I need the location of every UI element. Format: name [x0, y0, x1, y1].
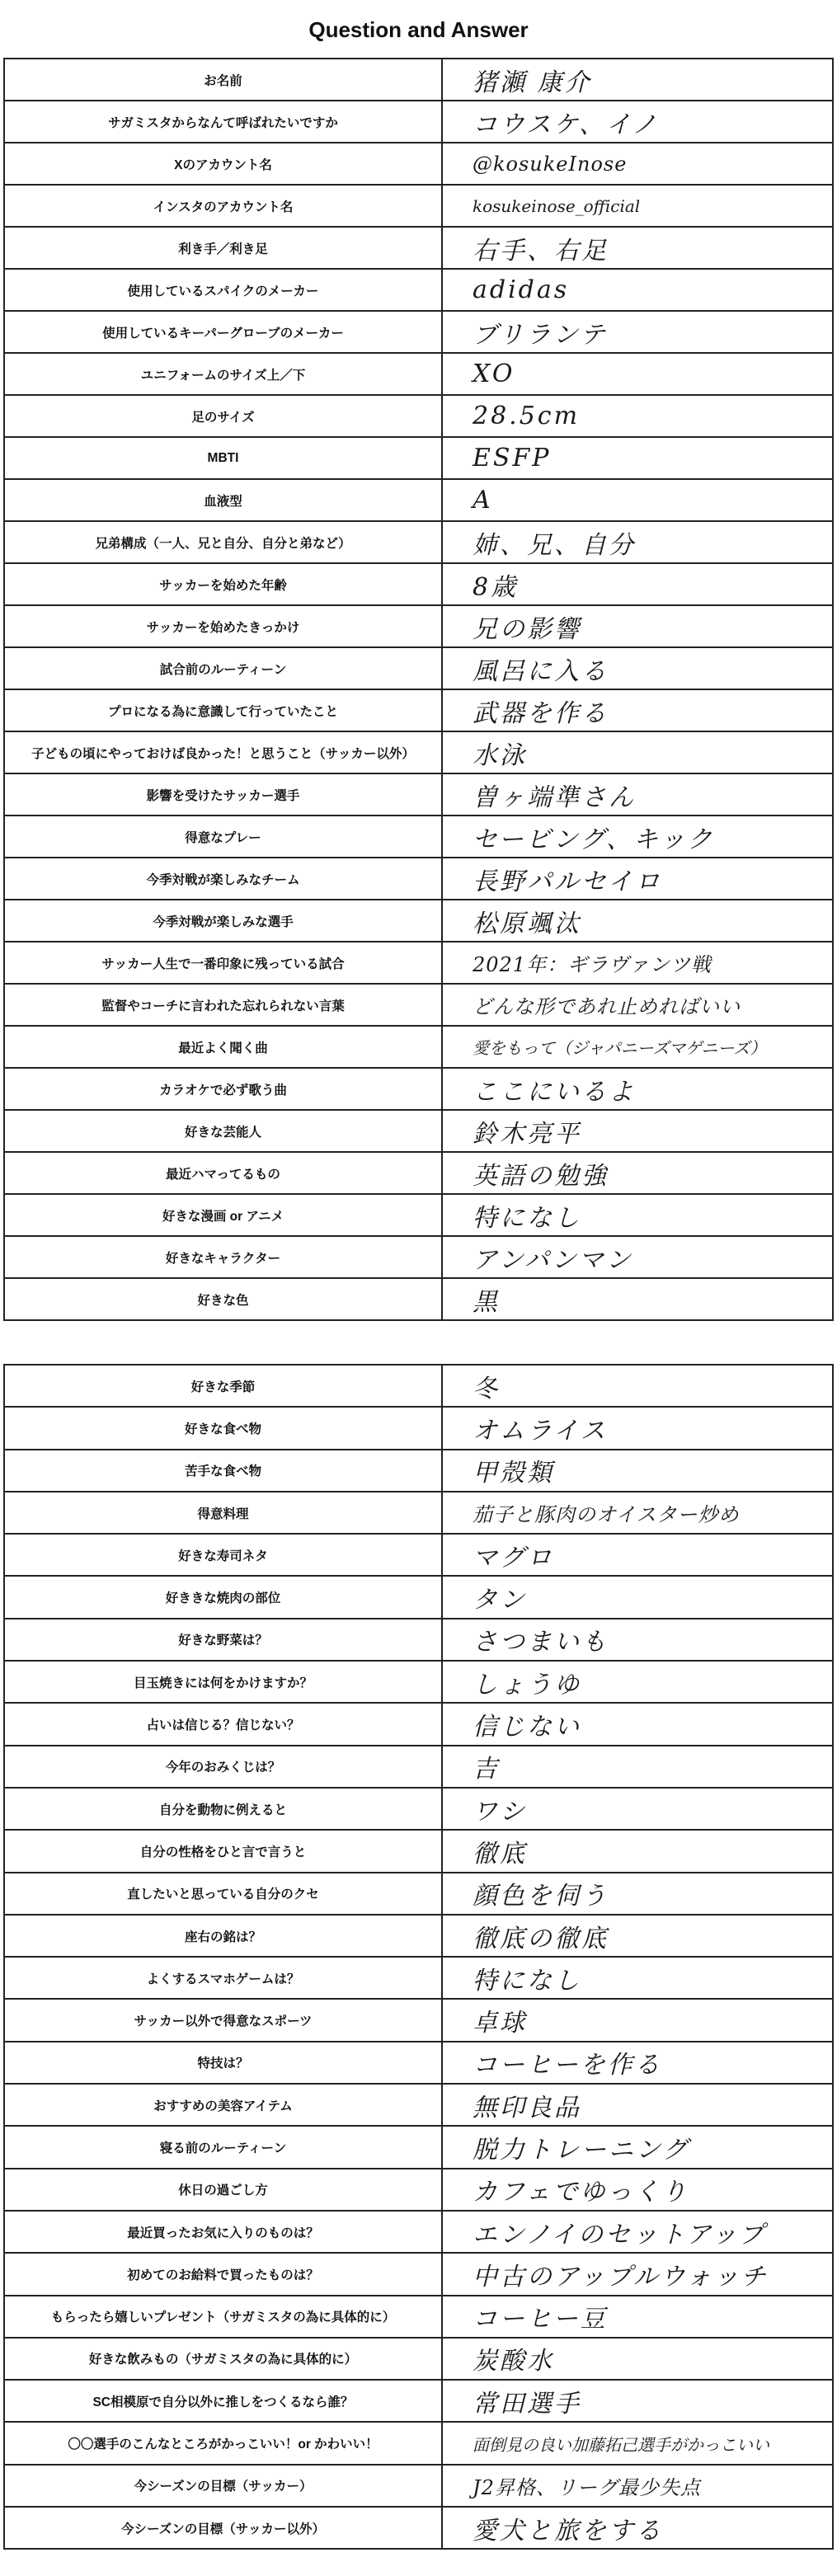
question-label: 今季対戦が楽しみな選手: [4, 900, 442, 942]
question-label: 好きな食べ物: [4, 1407, 442, 1449]
qa-row: [4, 59, 833, 101]
handwritten-answer: adidas: [442, 269, 833, 311]
qa-row: [4, 605, 833, 647]
qa-row: [4, 2084, 833, 2126]
handwritten-answer: マグロ: [442, 1534, 833, 1576]
question-label: サッカーを始めた年齢: [4, 563, 442, 605]
handwritten-answer: 猪瀬 康介: [442, 59, 833, 101]
question-label: 目玉焼きには何をかけますか？: [4, 1661, 442, 1703]
question-label: 得意料理: [4, 1492, 442, 1534]
qa-table-part-1: [3, 58, 834, 1321]
question-label: MBTI: [4, 437, 442, 479]
qa-row: [4, 1534, 833, 1576]
handwritten-answer: 英語の勉強: [442, 1152, 833, 1194]
qa-row: [4, 1957, 833, 1999]
qa-row: [4, 1661, 833, 1703]
question-label: 好きな野菜は？: [4, 1619, 442, 1661]
handwritten-answer: J2昇格、リーグ最少失点: [442, 2465, 833, 2507]
qa-row: [4, 2126, 833, 2168]
question-label: お名前: [4, 59, 442, 101]
qa-row: [4, 1999, 833, 2041]
handwritten-answer: さつまいも: [442, 1619, 833, 1661]
qa-row: [4, 900, 833, 942]
qa-row: [4, 1788, 833, 1830]
handwritten-answer: 右手、右足: [442, 227, 833, 269]
handwritten-answer: 水泳: [442, 731, 833, 773]
qa-row: [4, 731, 833, 773]
qa-row: [4, 521, 833, 563]
qa-row: [4, 1278, 833, 1320]
qa-row: [4, 2422, 833, 2464]
qa-row: [4, 1915, 833, 1957]
question-label: 最近よく聞く曲: [4, 1026, 442, 1068]
question-label: サッカー人生で一番印象に残っている試合: [4, 942, 442, 984]
qa-row: [4, 858, 833, 900]
question-label: よくするスマホゲームは？: [4, 1957, 442, 1999]
handwritten-answer: 冬: [442, 1365, 833, 1407]
handwritten-answer: しょうゆ: [442, 1661, 833, 1703]
qa-row: [4, 1110, 833, 1152]
handwritten-answer: コウスケ、イノ: [442, 101, 833, 143]
question-label: サッカーを始めたきっかけ: [4, 605, 442, 647]
question-label: 好ききな焼肉の部位: [4, 1576, 442, 1618]
question-label: 血液型: [4, 479, 442, 521]
question-label: 使用しているキーパーグローブのメーカー: [4, 311, 442, 353]
handwritten-answer: 面倒見の良い加藤拓己選手がかっこいい: [442, 2422, 833, 2464]
question-label: 好きな芸能人: [4, 1110, 442, 1152]
qa-row: [4, 1152, 833, 1194]
question-label: 好きな季節: [4, 1365, 442, 1407]
handwritten-answer: タン: [442, 1576, 833, 1618]
handwritten-answer: 長野パルセイロ: [442, 858, 833, 900]
handwritten-answer: コーヒー豆: [442, 2296, 833, 2338]
question-label: 監督やコーチに言われた忘れられない言葉: [4, 984, 442, 1026]
qa-row: [4, 1746, 833, 1788]
handwritten-answer: 愛犬と旅をする: [442, 2507, 833, 2549]
handwritten-answer: @kosukeInose: [442, 143, 833, 185]
handwritten-answer: エンノイのセットアップ: [442, 2211, 833, 2253]
question-label: おすすめの美容アイテム: [4, 2084, 442, 2126]
qa-row: [4, 269, 833, 311]
handwritten-answer: ここにいるよ: [442, 1068, 833, 1110]
question-label: 自分を動物に例えると: [4, 1788, 442, 1830]
handwritten-answer: 28.5cm: [442, 395, 833, 437]
qa-row: [4, 773, 833, 816]
question-label: 好きな漫画 or アニメ: [4, 1194, 442, 1236]
handwritten-answer: オムライス: [442, 1407, 833, 1449]
qa-row: [4, 1450, 833, 1492]
handwritten-answer: A: [442, 479, 833, 521]
question-label: サガミスタからなんて呼ばれたいですか: [4, 101, 442, 143]
handwritten-answer: ESFP: [442, 437, 833, 479]
handwritten-answer: 愛をもって（ジャパニーズマゲニーズ）: [442, 1026, 833, 1068]
qa-row: [4, 437, 833, 479]
handwritten-answer: 甲殻類: [442, 1450, 833, 1492]
handwritten-answer: 兄の影響: [442, 605, 833, 647]
qa-row: [4, 1576, 833, 1618]
question-label: 今季対戦が楽しみなチーム: [4, 858, 442, 900]
handwritten-answer: 炭酸水: [442, 2338, 833, 2380]
question-label: 今シーズンの目標（サッカー）: [4, 2465, 442, 2507]
qa-row: [4, 1830, 833, 1872]
handwritten-answer: コーヒーを作る: [442, 2042, 833, 2084]
question-label: 特技は？: [4, 2042, 442, 2084]
handwritten-answer: 卓球: [442, 1999, 833, 2041]
qa-row: [4, 1703, 833, 1745]
question-label: インスタのアカウント名: [4, 185, 442, 227]
qa-row: [4, 2338, 833, 2380]
qa-row: [4, 2253, 833, 2295]
qa-row: [4, 1407, 833, 1449]
question-label: サッカー以外で得意なスポーツ: [4, 1999, 442, 2041]
handwritten-answer: どんな形であれ止めればいい: [442, 984, 833, 1026]
handwritten-answer: 8歳: [442, 563, 833, 605]
qa-row: [4, 185, 833, 227]
question-label: 得意なプレー: [4, 816, 442, 858]
question-label: もらったら嬉しいプレゼント（サガミスタの為に具体的に）: [4, 2296, 442, 2338]
handwritten-answer: 徹底の徹底: [442, 1915, 833, 1957]
handwritten-answer: 徹底: [442, 1830, 833, 1872]
qa-row: [4, 647, 833, 689]
handwritten-answer: 茄子と豚肉のオイスター炒め: [442, 1492, 833, 1534]
handwritten-answer: ワシ: [442, 1788, 833, 1830]
handwritten-answer: セービング、キック: [442, 816, 833, 858]
question-label: 休日の過ごし方: [4, 2169, 442, 2211]
question-label: 試合前のルーティーン: [4, 647, 442, 689]
handwritten-answer: 特になし: [442, 1194, 833, 1236]
handwritten-answer: 姉、兄、自分: [442, 521, 833, 563]
handwritten-answer: kosukeinose_official: [442, 185, 833, 227]
question-label: 利き手／利き足: [4, 227, 442, 269]
qa-row: [4, 2042, 833, 2084]
question-label: 自分の性格をひと言で言うと: [4, 1830, 442, 1872]
page-title: Question and Answer: [308, 16, 529, 42]
question-label: 使用しているスパイクのメーカー: [4, 269, 442, 311]
qa-row: [4, 2211, 833, 2253]
handwritten-answer: 無印良品: [442, 2084, 833, 2126]
qa-row: [4, 479, 833, 521]
question-label: 好きな飲みもの（サガミスタの為に具体的に）: [4, 2338, 442, 2380]
handwritten-answer: 黒: [442, 1278, 833, 1320]
qa-row: [4, 2507, 833, 2549]
qa-row: [4, 942, 833, 984]
question-label: 〇〇選手のこんなところがかっこいい！or かわいい！: [4, 2422, 442, 2464]
qa-row: [4, 1236, 833, 1278]
handwritten-answer: 武器を作る: [442, 689, 833, 731]
qa-row: [4, 353, 833, 395]
handwritten-answer: ブリランテ: [442, 311, 833, 353]
question-label: Xのアカウント名: [4, 143, 442, 185]
question-label: 好きな色: [4, 1278, 442, 1320]
qa-row: [4, 1194, 833, 1236]
handwritten-answer: 特になし: [442, 1957, 833, 1999]
question-label: 影響を受けたサッカー選手: [4, 773, 442, 816]
question-label: プロになる為に意識して行っていたこと: [4, 689, 442, 731]
question-label: 座右の銘は？: [4, 1915, 442, 1957]
question-label: ユニフォームのサイズ上／下: [4, 353, 442, 395]
qa-row: [4, 1873, 833, 1915]
qa-row: [4, 1068, 833, 1110]
qa-row: [4, 2465, 833, 2507]
handwritten-answer: 顔色を伺う: [442, 1873, 833, 1915]
handwritten-answer: 鈴木亮平: [442, 1110, 833, 1152]
question-label: 最近ハマってるもの: [4, 1152, 442, 1194]
question-label: 兄弟構成（一人、兄と自分、自分と弟など）: [4, 521, 442, 563]
question-label: 好きなキャラクター: [4, 1236, 442, 1278]
qa-row: [4, 395, 833, 437]
question-label: 最近買ったお気に入りのものは？: [4, 2211, 442, 2253]
question-label: 好きな寿司ネタ: [4, 1534, 442, 1576]
qa-row: [4, 2380, 833, 2422]
handwritten-answer: 信じない: [442, 1703, 833, 1745]
question-label: 今シーズンの目標（サッカー以外）: [4, 2507, 442, 2549]
qa-row: [4, 311, 833, 353]
handwritten-answer: 松原颯汰: [442, 900, 833, 942]
qa-row: [4, 816, 833, 858]
handwritten-answer: アンパンマン: [442, 1236, 833, 1278]
qa-row: [4, 984, 833, 1026]
question-label: SC相模原で自分以外に推しをつくるなら誰？: [4, 2380, 442, 2422]
qa-row: [4, 1619, 833, 1661]
qa-row: [4, 1365, 833, 1407]
question-label: カラオケで必ず歌う曲: [4, 1068, 442, 1110]
qa-row: [4, 1026, 833, 1068]
handwritten-answer: 2021年：ギラヴァンツ戦: [442, 942, 833, 984]
handwritten-answer: 曽ヶ端準さん: [442, 773, 833, 816]
qa-table-part-2: [3, 1364, 834, 2550]
question-label: 占いは信じる？信じない？: [4, 1703, 442, 1745]
handwritten-answer: カフェでゆっくり: [442, 2169, 833, 2211]
handwritten-answer: 風呂に入る: [442, 647, 833, 689]
qa-row: [4, 563, 833, 605]
handwritten-answer: 常田選手: [442, 2380, 833, 2422]
question-label: 今年のおみくじは？: [4, 1746, 442, 1788]
handwritten-answer: XO: [442, 353, 833, 395]
handwritten-answer: 脱力トレーニング: [442, 2126, 833, 2168]
question-label: 初めてのお給料で買ったものは？: [4, 2253, 442, 2295]
qa-row: [4, 2296, 833, 2338]
question-label: 寝る前のルーティーン: [4, 2126, 442, 2168]
question-label: 苦手な食べ物: [4, 1450, 442, 1492]
qa-row: [4, 143, 833, 185]
question-label: 足のサイズ: [4, 395, 442, 437]
qa-row: [4, 101, 833, 143]
qa-row: [4, 1492, 833, 1534]
question-label: 子どもの頃にやっておけば良かった！と思うこと（サッカー以外）: [4, 731, 442, 773]
qa-row: [4, 689, 833, 731]
handwritten-answer: 吉: [442, 1746, 833, 1788]
handwritten-answer: 中古のアップルウォッチ: [442, 2253, 833, 2295]
qa-row: [4, 227, 833, 269]
question-label: 直したいと思っている自分のクセ: [4, 1873, 442, 1915]
qa-row: [4, 2169, 833, 2211]
